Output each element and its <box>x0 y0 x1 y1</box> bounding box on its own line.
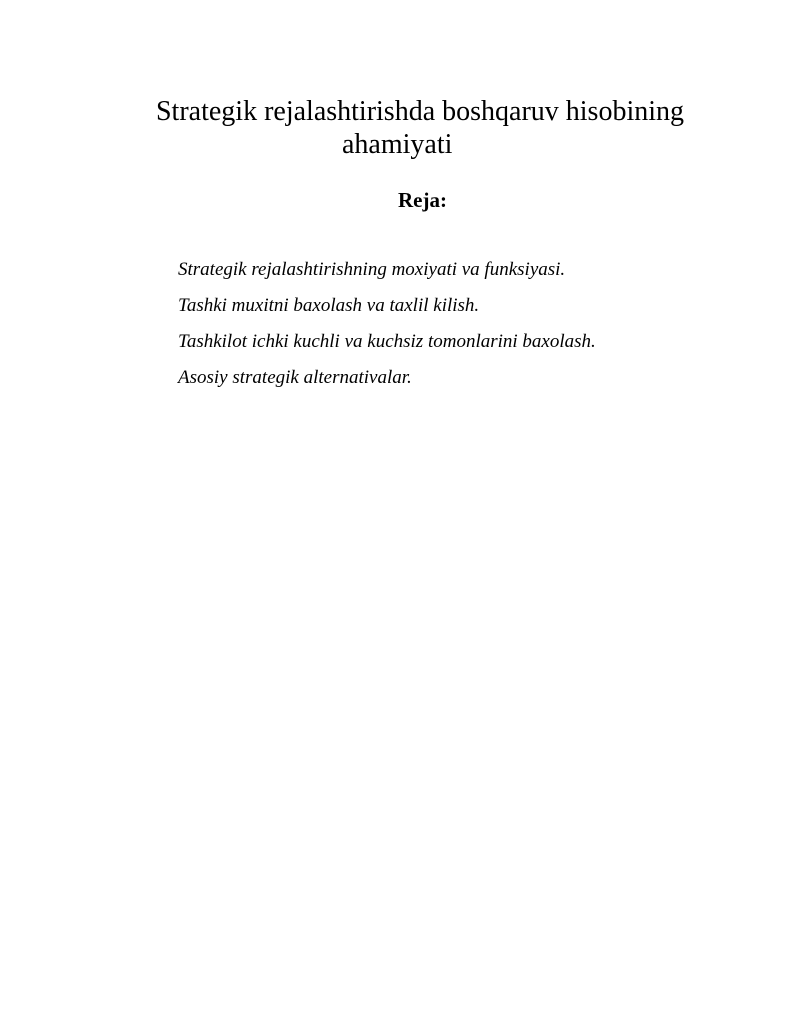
plan-item-1: Strategik rejalashtirishning moxiyati va funksiyasi. <box>178 259 566 280</box>
plan-heading: Reja: <box>398 188 447 212</box>
plan-item-2: Tashki muxitni baxolash va taxlil kilish. <box>178 295 480 316</box>
title-line-1: Strategik rejalashtirishda boshqaruv hisobining <box>155 96 685 127</box>
plan-item-4: Asosiy strategik alternativalar. <box>178 367 412 388</box>
plan-list <box>178 252 596 396</box>
title-line-2: ahamiyati <box>342 129 453 160</box>
document-title <box>120 95 720 161</box>
plan-item-3: Tashkilot ichki kuchli va kuchsiz tomonlarini baxolash. <box>178 331 596 352</box>
